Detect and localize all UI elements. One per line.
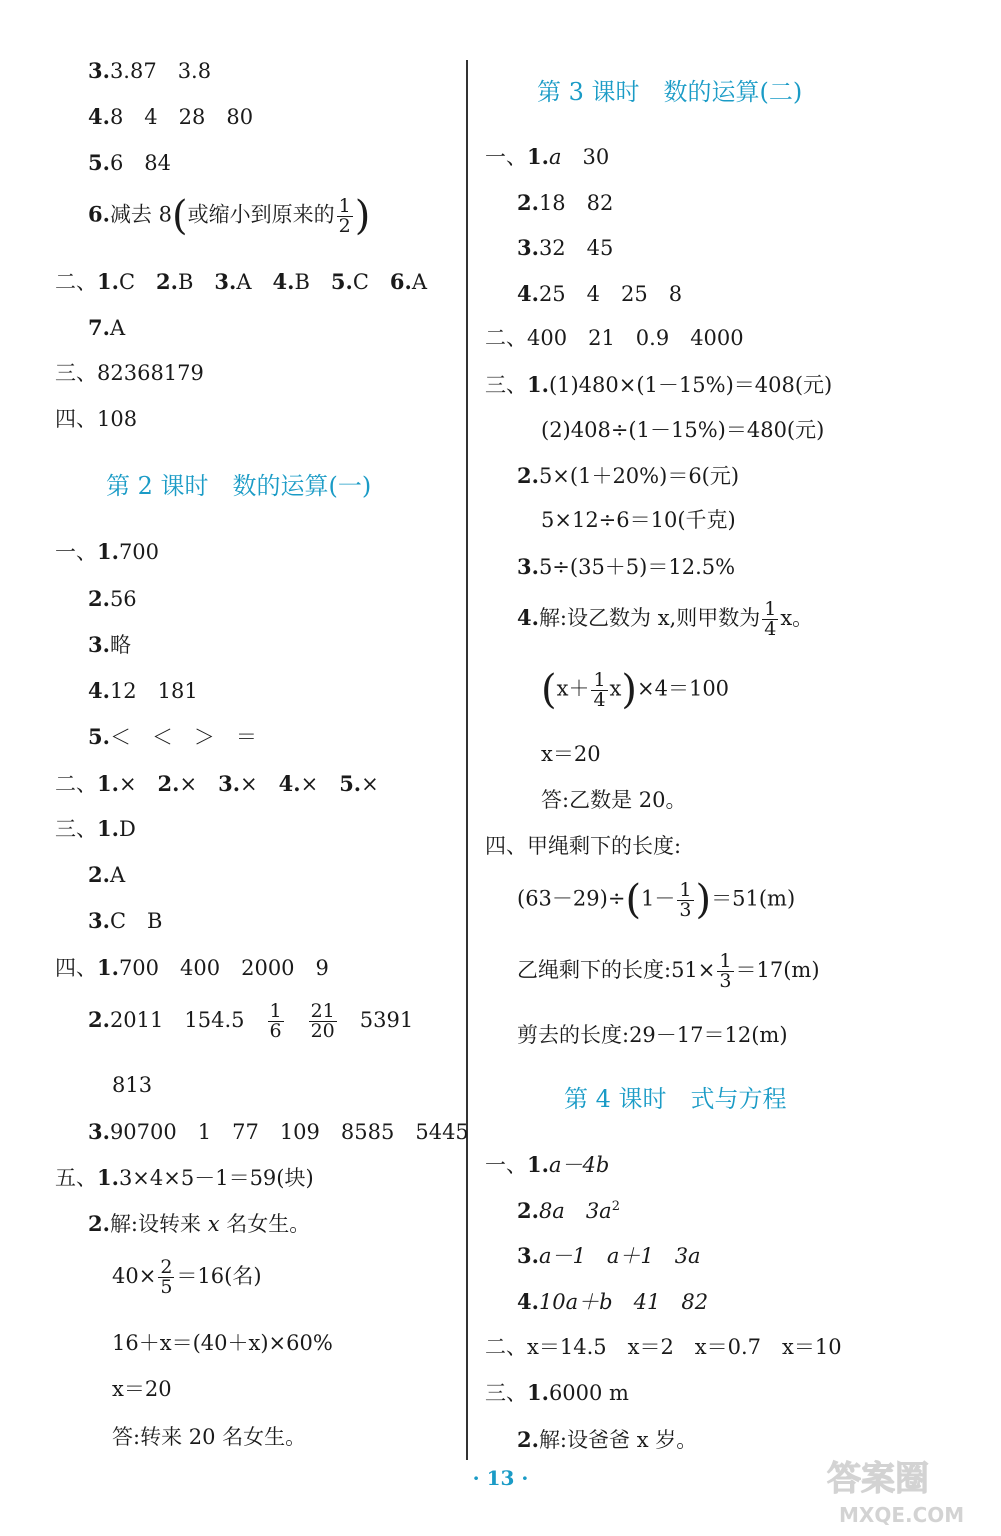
answer-line: 4.8 4 28 80 [88, 104, 254, 129]
answer-line: 4.10a＋b 41 82 [517, 1289, 709, 1314]
answer-line: 三、1.D [55, 816, 136, 841]
answer-line: 5.＜ ＜ ＞ ＝ [88, 724, 257, 749]
answer-line: 剪去的长度:29－17＝12(m) [517, 1023, 788, 1047]
answer-line: x＝20 [541, 742, 601, 766]
answer-line: 5.6 84 [88, 150, 172, 175]
answer-line: 答:转来 20 名女生。 [112, 1425, 307, 1449]
answer-line: (2)408÷(1－15%)＝480(元) [541, 418, 825, 442]
answer-line: 4.解:设乙数为 x,则甲数为 $\frac{1}{4}$ x。 [517, 598, 814, 640]
answer-line: 答:乙数是 20。 [541, 788, 687, 812]
fraction: $\frac{1}{3}$ [719, 950, 732, 992]
svg-text:MXQE.COM: MXQE.COM [839, 1503, 965, 1527]
answer-line: 2.A [88, 862, 126, 887]
fraction: $\frac{1}{4}$ [593, 668, 606, 711]
answer-line: 2.18 82 [517, 190, 614, 215]
answer-line: 3.3.87 3.8 [88, 58, 212, 83]
section-title: 第 3 课时 数的运算(二) [537, 78, 803, 106]
fraction: $\frac{2}{5}$ [160, 1256, 173, 1298]
section-title: 第 2 课时 数的运算(一) [106, 472, 372, 500]
answer-line: 三、1.6000 m [485, 1380, 629, 1405]
answer-line: 三、1.(1)480×(1－15%)＝408(元) [485, 372, 833, 397]
answer-line: 5×12÷6＝10(千克) [541, 508, 736, 532]
answer-line: 一、1.a 30 [485, 144, 610, 169]
answer-line: (63－29)÷(1－ $\frac{1}{3}$ )＝51(m) [517, 877, 796, 923]
answer-line: 2.2011 154.5 $\frac{1}{6}$ $\frac{21}{20}$ 5391 [88, 1000, 414, 1042]
answer-line: 4.12 181 [88, 678, 198, 703]
answer-line: x＝20 [112, 1377, 172, 1401]
fraction: $\frac{1}{4}$ [764, 598, 777, 640]
answer-line: 二、1.× 2.× 3.× 4.× 5.× [55, 771, 379, 796]
answer-line: 二、x＝14.5 x＝2 x＝0.7 x＝10 [485, 1335, 842, 1359]
answer-line: 乙绳剩下的长度:51× $\frac{1}{3}$ ＝17(m) [517, 950, 820, 992]
answer-line: 2.解:设爸爸 x 岁。 [517, 1427, 698, 1452]
fraction: $\frac{1}{3}$ [679, 878, 692, 921]
answer-line: 3.32 45 [517, 235, 614, 260]
fraction: $\frac{1}{2}$ [338, 194, 351, 237]
answer-line: 一、1.a－4b [485, 1152, 610, 1177]
answer-line: 7.A [88, 315, 126, 340]
answer-line: 3.5÷(35＋5)＝12.5% [517, 554, 736, 579]
answer-line: 四、108 [55, 407, 138, 431]
answer-line: 6.减去 8(或缩小到原来的 $\frac{1}{2}$ ) [88, 193, 371, 239]
section-title: 第 4 课时 式与方程 [564, 1085, 787, 1113]
answer-line: 2.56 [88, 586, 137, 611]
svg-text:答案圈: 答案圈 [827, 1459, 929, 1499]
answer-line: 2.8a $3a^2$ [517, 1198, 620, 1223]
answer-line: 四、甲绳剩下的长度: [485, 834, 682, 858]
page-number: · 13 · [472, 1466, 529, 1490]
answer-line: 五、1.3×4×5－1＝59(块) [55, 1165, 314, 1190]
answer-line: 40× $\frac{2}{5}$ ＝16(名) [112, 1256, 262, 1298]
answer-line: 三、82368179 [55, 361, 204, 385]
answer-line: 3.90700 1 77 109 8585 5445 [88, 1119, 469, 1144]
answer-line: 二、400 21 0.9 4000 [485, 326, 744, 350]
answer-line: 813 [112, 1073, 153, 1097]
column-divider [466, 60, 468, 1460]
answer-line: 一、1.700 [55, 539, 160, 564]
fraction: $\frac{21}{20}$ [310, 1000, 335, 1042]
answer-line: 2.解:设转来 x 名女生。 [88, 1211, 311, 1236]
answer-line: 2.5×(1＋20%)＝6(元) [517, 463, 740, 488]
answer-line: 3.C B [88, 908, 163, 933]
answer-line: 16＋x＝(40＋x)×60% [112, 1331, 333, 1355]
answer-line: 二、1.C 2.B 3.A 4.B 5.C 6.A [55, 269, 427, 294]
fraction: $\frac{1}{6}$ [269, 1000, 282, 1042]
answer-line: 3.a－1 a＋1 3a [517, 1243, 701, 1268]
answer-line: 四、1.700 400 2000 9 [55, 955, 329, 980]
watermark-logo [817, 1450, 987, 1530]
answer-line: 3.略 [88, 632, 131, 657]
answer-line: (x＋ $\frac{1}{4}$ x)×4＝100 [541, 667, 730, 713]
answer-line: 4.25 4 25 8 [517, 281, 683, 306]
